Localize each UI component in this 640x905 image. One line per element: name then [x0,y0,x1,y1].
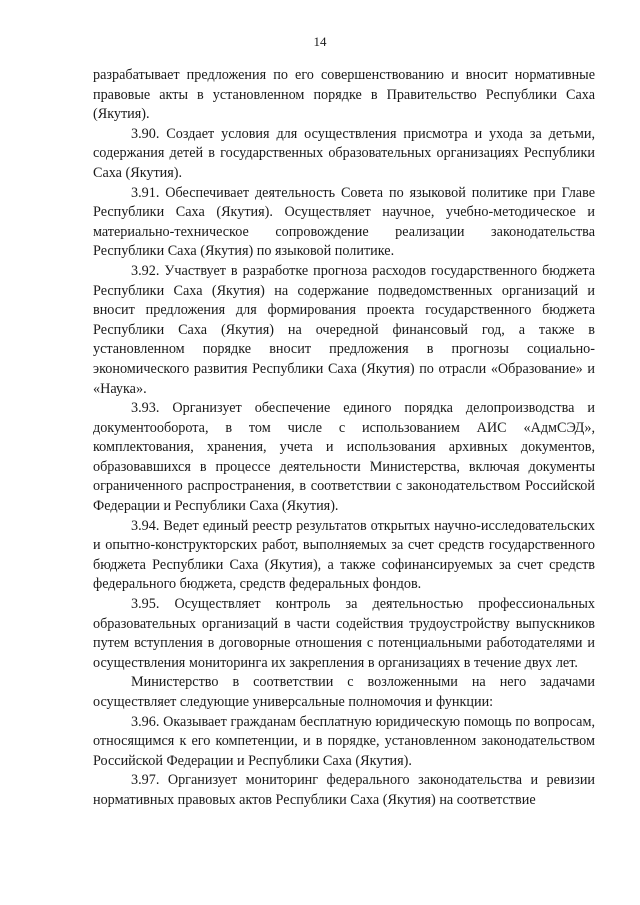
paragraph: 3.90. Создает условия для осуществления присмотра и ухода за детьми, содержания детей в государственных образовательных организациях Республики Саха (Якутия). [93,125,595,181]
paragraph: разрабатывает предложения по его совершенствованию и вносит нормативные правовые акты в установленном порядке в Правительство Республики Саха (Якутия). [93,67,595,123]
paragraph: 3.91. Обеспечивает деятельность Совета по языковой политике при Главе Республики Саха (Якутия). Осуществляет научное, учебно-методическое и материально-техническое сопровождение реализации законодательства Республики Саха (Якутия) по языковой политике. [93,184,595,260]
paragraph: 3.97. Организует мониторинг федерального законодательства и ревизии нормативных правовых актов Республики Саха (Якутия) на соответствие [93,772,595,808]
paragraph: 3.94. Ведет единый реестр результатов открытых научно-исследовательских и опытно-конструкторских работ, выполняемых за счет средств государственного бюджета Республики Саха (Якутия), а также софинансируемых за счет средств федерального бюджета, средств федеральных фондов. [93,517,595,593]
paragraph: Министерство в соответствии с возложенными на него задачами осуществляет следующие универсальные полномочия и функции: [93,674,595,710]
paragraph: 3.92. Участвует в разработке прогноза расходов государственного бюджета Республики Саха (Якутия) на содержание подведомственных организаций и вносит предложения для формирования проекта государственного бюджета Республики Саха (Якутия) на очередной финансовый год, а также в установленном порядке вносит предложения в прогнозы социально-экономического развития Республики Саха (Якутия) по отрасли «Образование» и «Наука». [93,262,595,397]
document-body [93,66,595,811]
page-number: 14 [313,34,327,49]
paragraph: 3.96. Оказывает гражданам бесплатную юридическую помощь по вопросам, относящимся к его компетенции, и в порядке, установленном законодательством Российской Федерации и Республики Саха (Якутия). [93,713,595,769]
paragraph: 3.95. Осуществляет контроль за деятельностью профессиональных образовательных организаций в части содействия трудоустройству выпускников путем вступления в договорные отношения с потенциальными работодателями и осуществления мониторинга их закрепления в организациях в течение двух лет. [93,596,595,671]
paragraph: 3.93. Организует обеспечение единого порядка делопроизводства и документооборота, в том числе с использованием АИС «АдмСЭД», комплектования, хранения, учета и использования архивных документов, образовавшихся в процессе деятельности Министерства, включая документы ограниченного распространения, в соответствии с законодательством Российской Федерации и Республики Саха (Якутия). [93,400,595,515]
